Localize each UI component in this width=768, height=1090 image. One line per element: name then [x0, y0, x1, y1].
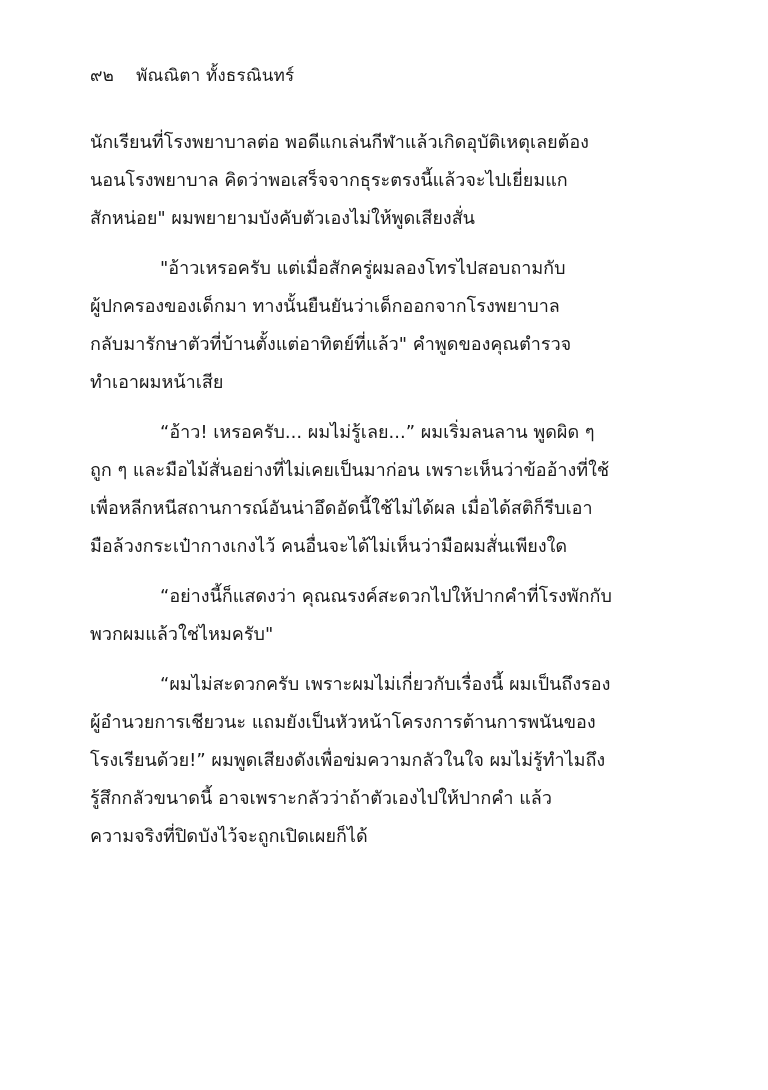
text-line: ผู้อำนวยการเชียวนะ แถมยังเป็นหัวหน้าโครงการต้านการพนันของ [90, 712, 596, 733]
author-name: พัณณิตา ทั้งธรณินทร์ [136, 66, 295, 86]
text-line: “อ้าว! เหรอครับ... ผมไม่รู้เลย...” ผมเริ่มลนลาน พูดผิด ๆ [160, 422, 595, 443]
text-line: ทำเอาผมหน้าเสีย [90, 372, 224, 393]
text-line: รู้สึกกลัวขนาดนี้ อาจเพราะกลัวว่าถ้าตัวเองไปให้ปากคำ แล้ว [90, 788, 552, 809]
paragraph [90, 250, 680, 402]
running-header [90, 64, 294, 88]
text-line: พวกผมแล้วใช่ไหมครับ" [90, 624, 274, 645]
text-line: ถูก ๆ และมือไม้สั่นอย่างที่ไม่เคยเป็นมาก่อน เพราะเห็นว่าข้ออ้างที่ใช้ [90, 460, 610, 481]
paragraph [90, 124, 680, 238]
paragraph [90, 414, 680, 566]
text-line: "อ้าวเหรอครับ แต่เมื่อสักครู่ผมลองโทรไปสอบถามกับ [160, 258, 566, 279]
text-line: เพื่อหลีกหนีสถานการณ์อันน่าอึดอัดนี้ใช้ไม่ได้ผล เมื่อได้สติก็รีบเอา [90, 498, 593, 519]
paragraph [90, 666, 680, 856]
text-line: มือล้วงกระเป๋ากางเกงไว้ คนอื่นจะได้ไม่เห็นว่ามือผมสั่นเพียงใด [90, 536, 568, 557]
text-line: สักหน่อย" ผมพยายามบังคับตัวเองไม่ให้พูดเสียงสั่น [90, 208, 475, 229]
paragraph-gap [90, 566, 680, 578]
text-line: ผู้ปกครองของเด็กมา ทางนั้นยืนยันว่าเด็กออกจากโรงพยาบาล [90, 296, 560, 317]
paragraph-gap [90, 238, 680, 250]
text-line: “อย่างนี้ก็แสดงว่า คุณณรงค์สะดวกไปให้ปากคำที่โรงพักกับ [160, 586, 612, 607]
text-line: นักเรียนที่โรงพยาบาลต่อ พอดีแกเล่นกีฬาแล้วเกิดอุบัติเหตุเลยต้อง [90, 132, 589, 153]
text-line: โรงเรียนด้วย!” ผมพูดเสียงดังเพื่อข่มความกลัวในใจ ผมไม่รู้ทำไมถึง [90, 750, 606, 771]
page-number: ๙๒ [90, 66, 115, 86]
text-line: กลับมารักษาตัวที่บ้านตั้งแต่อาทิตย์ที่แล้ว" คำพูดของคุณตำรวจ [90, 334, 572, 355]
paragraph [90, 578, 680, 654]
text-line: “ผมไม่สะดวกครับ เพราะผมไม่เกี่ยวกับเรื่องนี้ ผมเป็นถึงรอง [160, 674, 611, 695]
text-line: นอนโรงพยาบาล คิดว่าพอเสร็จจากธุระตรงนี้แล้วจะไปเยี่ยมแก [90, 170, 568, 191]
paragraph-gap [90, 402, 680, 414]
text-line: ความจริงที่ปิดบังไว้จะถูกเปิดเผยก็ได้ [90, 826, 368, 847]
body-text [90, 124, 680, 856]
paragraph-gap [90, 654, 680, 666]
